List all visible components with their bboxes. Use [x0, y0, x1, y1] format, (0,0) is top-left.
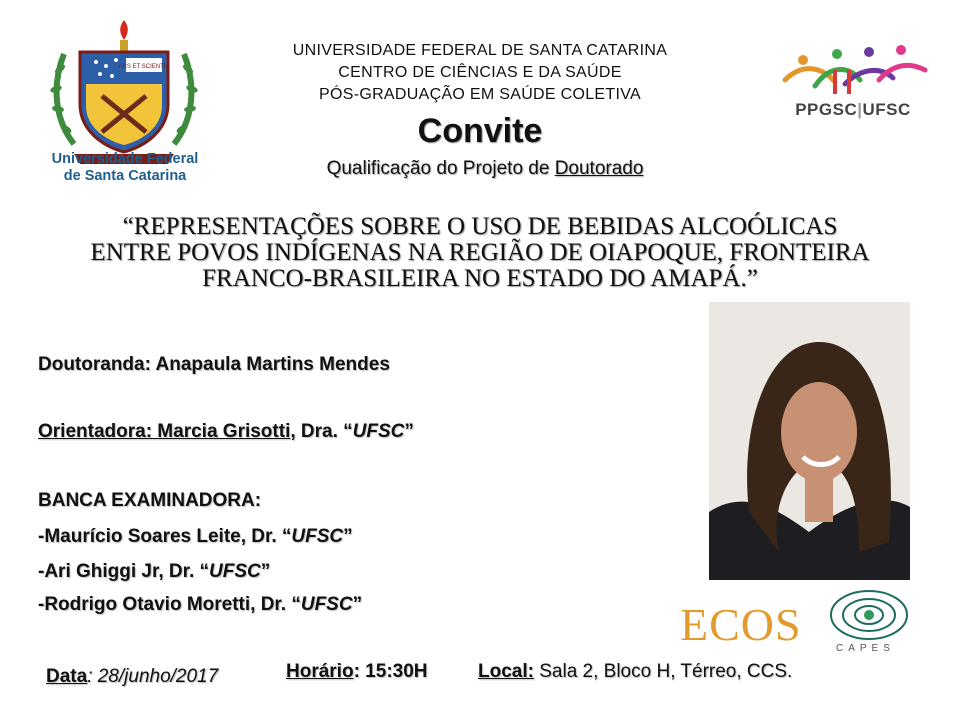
- horario-value: : 15:30H: [353, 661, 428, 682]
- header-line-center: CENTRO DE CIÊNCIAS E DA SAÚDE: [338, 64, 622, 81]
- horario-label: Horário: [286, 661, 354, 682]
- institution-header: [220, 40, 740, 106]
- project-title-line2: ENTRE POVOS INDÍGENAS NA REGIÃO DE OIAPOQUE, FRONTEIRA: [90, 239, 870, 266]
- banca-member-close: ”: [352, 594, 363, 615]
- orientadora-row: [38, 421, 414, 443]
- doutoranda-row: [38, 354, 390, 376]
- ppgsc-logo-text: PPGSC|UFSC: [795, 100, 911, 119]
- banca-member: [38, 526, 353, 548]
- orientadora-label: Orientadora:: [38, 421, 153, 442]
- banca-member-close: ”: [260, 561, 271, 582]
- footer-data: [46, 666, 218, 688]
- convite-heading: Convite: [417, 112, 543, 150]
- project-title-line1: “REPRESENTAÇÕES SOBRE O USO DE BEBIDAS ALCOÓLICAS: [122, 213, 838, 240]
- banca-member: [38, 594, 362, 616]
- banca-member-name: -Ari Ghiggi Jr, Dr. “: [38, 561, 210, 582]
- footer-local: [478, 661, 792, 683]
- banca-member: [38, 561, 270, 583]
- ppgsc-logo-text-left: PPGSC: [795, 100, 858, 119]
- event-subtitle: [220, 158, 750, 180]
- subtitle-prefix: Qualificação do Projeto de: [326, 158, 555, 179]
- orientadora-close: ”: [404, 421, 414, 442]
- header-line-university: UNIVERSIDADE FEDERAL DE SANTA CATARINA: [292, 42, 668, 59]
- banca-member-inst: UFSC: [291, 526, 344, 547]
- local-label: Local:: [478, 661, 534, 682]
- banca-member-inst: UFSC: [300, 594, 353, 615]
- header-line-program: PÓS-GRADUAÇÃO EM SAÚDE COLETIVA: [319, 86, 641, 103]
- ufsc-logo-name: [20, 151, 230, 185]
- doutoranda-label: Doutoranda:: [38, 354, 151, 375]
- banca-member-inst: UFSC: [209, 561, 261, 582]
- data-value: : 28/junho/2017: [87, 666, 219, 687]
- ufsc-logo-motto: ARS ET SCIENTIA: [118, 64, 170, 70]
- ppgsc-logo-text-right: UFSC: [862, 100, 911, 119]
- banca-member-name: -Rodrigo Otavio Moretti, Dr. “: [38, 594, 301, 615]
- subtitle-underlined: Doutorado: [554, 158, 644, 179]
- banca-member-name: -Maurício Soares Leite, Dr. “: [38, 526, 292, 547]
- data-label: Data: [46, 666, 88, 687]
- project-title-line3: FRANCO-BRASILEIRA NO ESTADO DO AMAPÁ.”: [202, 265, 758, 292]
- banca-heading: BANCA EXAMINADORA:: [38, 490, 262, 511]
- ufsc-logo-name-line2: de Santa Catarina: [63, 168, 187, 184]
- capes-logo-text: CAPES: [836, 643, 895, 654]
- project-title: [20, 214, 940, 292]
- candidate-portrait-photo: [709, 302, 910, 580]
- footer-horario: [286, 661, 428, 683]
- banca-member-close: ”: [343, 526, 353, 547]
- orientadora-suffix: , Dra. “: [290, 421, 353, 442]
- ecos-logo: ECOS: [680, 599, 802, 650]
- ufsc-logo-name-line1: Universidade Federal: [51, 151, 199, 167]
- orientadora-inst: UFSC: [352, 421, 405, 442]
- local-value: Sala 2, Bloco H, Térreo, CCS.: [533, 661, 793, 682]
- orientadora-name: Marcia Grisotti: [152, 421, 291, 442]
- doutoranda-name: Anapaula Martins Mendes: [150, 354, 390, 375]
